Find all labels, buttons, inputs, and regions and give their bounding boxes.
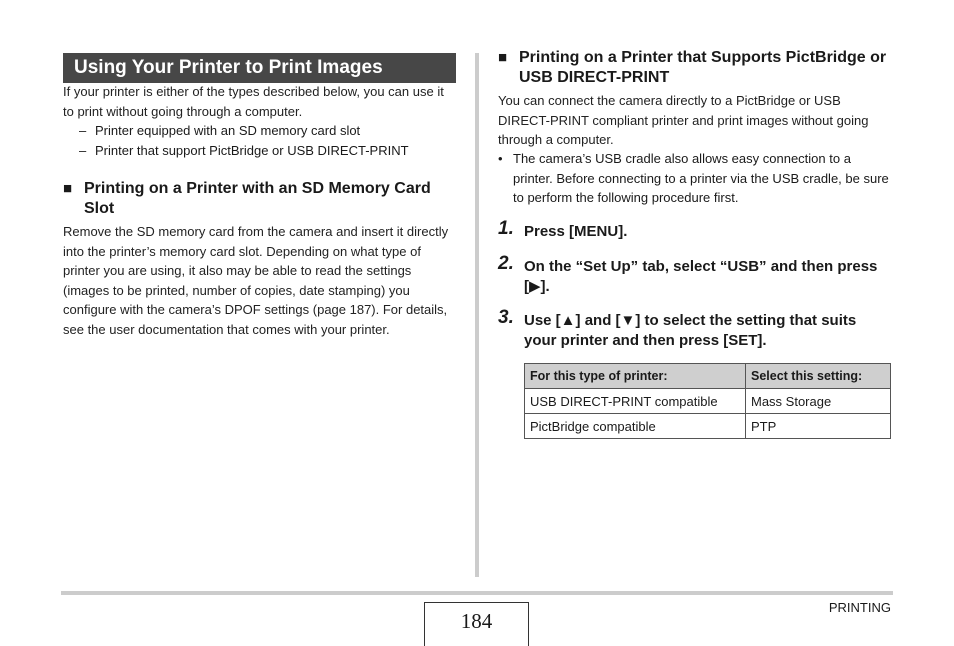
table-header-cell: For this type of printer: [525,364,746,389]
table-header-cell: Select this setting: [746,364,891,389]
note-bullet [498,149,890,208]
table-row [525,414,891,439]
section-title: Using Your Printer to Print Images [63,53,456,83]
table-cell: Mass Storage [746,389,891,414]
dash-marker: – [79,143,87,158]
bullet-dot-icon: • [498,151,503,166]
pictbridge-body-paragraph: You can connect the camera directly to a PictBridge or USB DIRECT-PRINT compliant printer and print images without going through a computer. [498,93,869,148]
list-item-text: Printer equipped with an SD memory card slot [95,123,361,138]
settings-table [524,363,891,439]
section-label: PRINTING [828,600,891,615]
dash-marker: – [79,123,87,138]
table-cell: PictBridge compatible [525,414,746,439]
step-1 [498,218,892,242]
table-row [525,389,891,414]
step-number: 3. [498,307,514,328]
note-bullet-text: The camera’s USB cradle also allows easy connection to a printer. Before connecting to a printer via the USB cradle, be sure to perform the following procedure first. [513,151,889,206]
column-divider [475,53,479,577]
step-text: Use [▲] and [▼] to select the setting that suits your printer and then press [SET]. [524,312,857,349]
intro-paragraph: If your printer is either of the types described below, you can use it to print without going through a computer. [63,84,444,119]
sd-heading-text: Printing on a Printer with an SD Memory Card Slot [84,180,431,217]
step-2 [498,253,892,297]
footer-divider [61,591,893,595]
pictbridge-heading-text: Printing on a Printer that Supports PictBridge or USB DIRECT-PRINT [519,49,887,86]
step-number: 1. [498,218,514,239]
pictbridge-heading [498,48,892,88]
table-header-row [525,364,891,389]
square-bullet-icon: ■ [498,49,508,66]
sd-body-paragraph: Remove the SD memory card from the camera and insert it directly into the printer’s memory card slot. Depending on what type of printer you are using, it also may be able to read the settings (images to be printed, number of copies, date stamping) you configure with the camera’s DPOF settings (page 187). For details, see the user documentation that comes with your printer. [63,224,449,337]
table-cell: PTP [746,414,891,439]
sd-heading [63,179,457,219]
list-item [79,121,360,140]
step-number: 2. [498,253,514,274]
list-item-text: Printer that support PictBridge or USB DIRECT-PRINT [95,143,409,158]
step-3 [498,307,892,351]
step-text: Press [MENU]. [524,223,628,240]
table-cell: USB DIRECT-PRINT compatible [525,389,746,414]
step-text: On the “Set Up” tab, select “USB” and then press [▶]. [524,258,878,295]
list-item [79,141,409,160]
square-bullet-icon: ■ [63,180,73,197]
page-number: 184 [424,602,529,646]
